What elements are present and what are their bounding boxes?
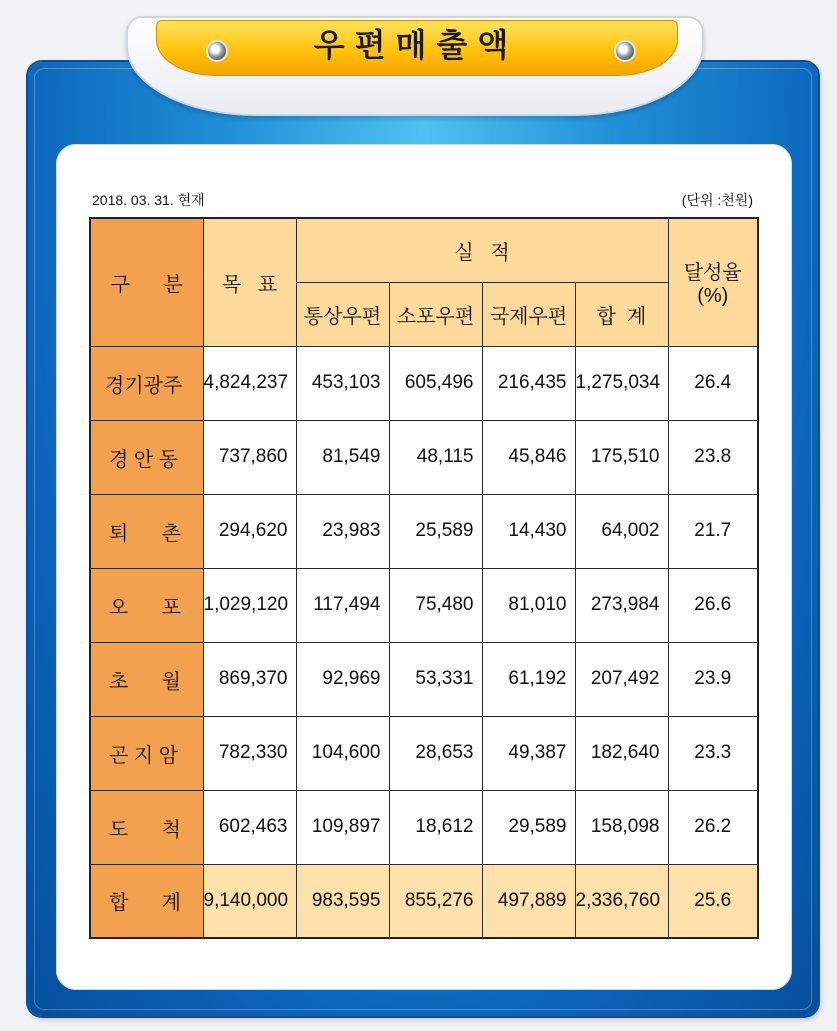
rate-cell: 26.2 — [668, 790, 758, 864]
table-row — [90, 716, 758, 790]
target-cell: 1,029,120 — [203, 568, 296, 642]
total-sum-cell: 2,336,760 — [575, 864, 668, 938]
header-regular-mail: 통상우편 — [296, 282, 389, 346]
sum-cell: 182,640 — [575, 716, 668, 790]
header-parcel: 소포우편 — [389, 282, 482, 346]
rate-cell: 26.4 — [668, 346, 758, 420]
total-target-cell: 9,140,000 — [203, 864, 296, 938]
parcel-cell: 48,115 — [389, 420, 482, 494]
target-cell: 782,330 — [203, 716, 296, 790]
table-row — [90, 346, 758, 420]
parcel-cell: 28,653 — [389, 716, 482, 790]
date-label: 2018. 03. 31. 현재 — [92, 192, 205, 208]
sum-cell: 64,002 — [575, 494, 668, 568]
table-row — [90, 420, 758, 494]
parcel-cell: 25,589 — [389, 494, 482, 568]
target-cell: 602,463 — [203, 790, 296, 864]
table-row — [90, 568, 758, 642]
unit-label: (단위 :천원) — [681, 192, 753, 208]
page-title: 우편매출액 — [313, 26, 519, 64]
sum-cell: 158,098 — [575, 790, 668, 864]
international-cell: 14,430 — [482, 494, 575, 568]
table-row — [90, 790, 758, 864]
row-name: 오 포 — [90, 568, 203, 642]
rate-cell: 26.6 — [668, 568, 758, 642]
table-row — [90, 642, 758, 716]
header-rate: 달성율(%) — [668, 218, 758, 346]
international-cell: 61,192 — [482, 642, 575, 716]
regular-mail-cell: 23,983 — [296, 494, 389, 568]
international-cell: 49,387 — [482, 716, 575, 790]
sum-cell: 175,510 — [575, 420, 668, 494]
rate-cell: 23.3 — [668, 716, 758, 790]
total-row — [90, 864, 758, 938]
sum-cell: 207,492 — [575, 642, 668, 716]
row-name: 경 안 동 — [90, 420, 203, 494]
header-target: 목 표 — [203, 218, 296, 346]
parcel-cell: 75,480 — [389, 568, 482, 642]
total-international-cell: 497,889 — [482, 864, 575, 938]
international-cell: 45,846 — [482, 420, 575, 494]
total-label: 합 계 — [90, 864, 203, 938]
header-category: 구 분 — [90, 218, 203, 346]
target-cell: 294,620 — [203, 494, 296, 568]
regular-mail-cell: 81,549 — [296, 420, 389, 494]
row-name: 곤 지 암 — [90, 716, 203, 790]
table-row — [90, 494, 758, 568]
regular-mail-cell: 104,600 — [296, 716, 389, 790]
sum-cell: 1,275,034 — [575, 346, 668, 420]
row-name: 도 척 — [90, 790, 203, 864]
international-cell: 81,010 — [482, 568, 575, 642]
target-cell: 4,824,237 — [203, 346, 296, 420]
international-cell: 29,589 — [482, 790, 575, 864]
row-name: 퇴 촌 — [90, 494, 203, 568]
header-international: 국제우편 — [482, 282, 575, 346]
regular-mail-cell: 453,103 — [296, 346, 389, 420]
target-cell: 869,370 — [203, 642, 296, 716]
total-rate-cell: 25.6 — [668, 864, 758, 938]
rate-cell: 23.9 — [668, 642, 758, 716]
header-actual: 실 적 — [296, 218, 668, 282]
sum-cell: 273,984 — [575, 568, 668, 642]
parcel-cell: 18,612 — [389, 790, 482, 864]
regular-mail-cell: 92,969 — [296, 642, 389, 716]
row-name: 초 월 — [90, 642, 203, 716]
row-name: 경기광주 — [90, 346, 203, 420]
international-cell: 216,435 — [482, 346, 575, 420]
parcel-cell: 605,496 — [389, 346, 482, 420]
regular-mail-cell: 117,494 — [296, 568, 389, 642]
total-regular-mail-cell: 983,595 — [296, 864, 389, 938]
total-parcel-cell: 855,276 — [389, 864, 482, 938]
header-sum: 합 계 — [575, 282, 668, 346]
sales-table — [89, 217, 759, 939]
rate-cell: 23.8 — [668, 420, 758, 494]
rate-cell: 21.7 — [668, 494, 758, 568]
target-cell: 737,860 — [203, 420, 296, 494]
parcel-cell: 53,331 — [389, 642, 482, 716]
regular-mail-cell: 109,897 — [296, 790, 389, 864]
